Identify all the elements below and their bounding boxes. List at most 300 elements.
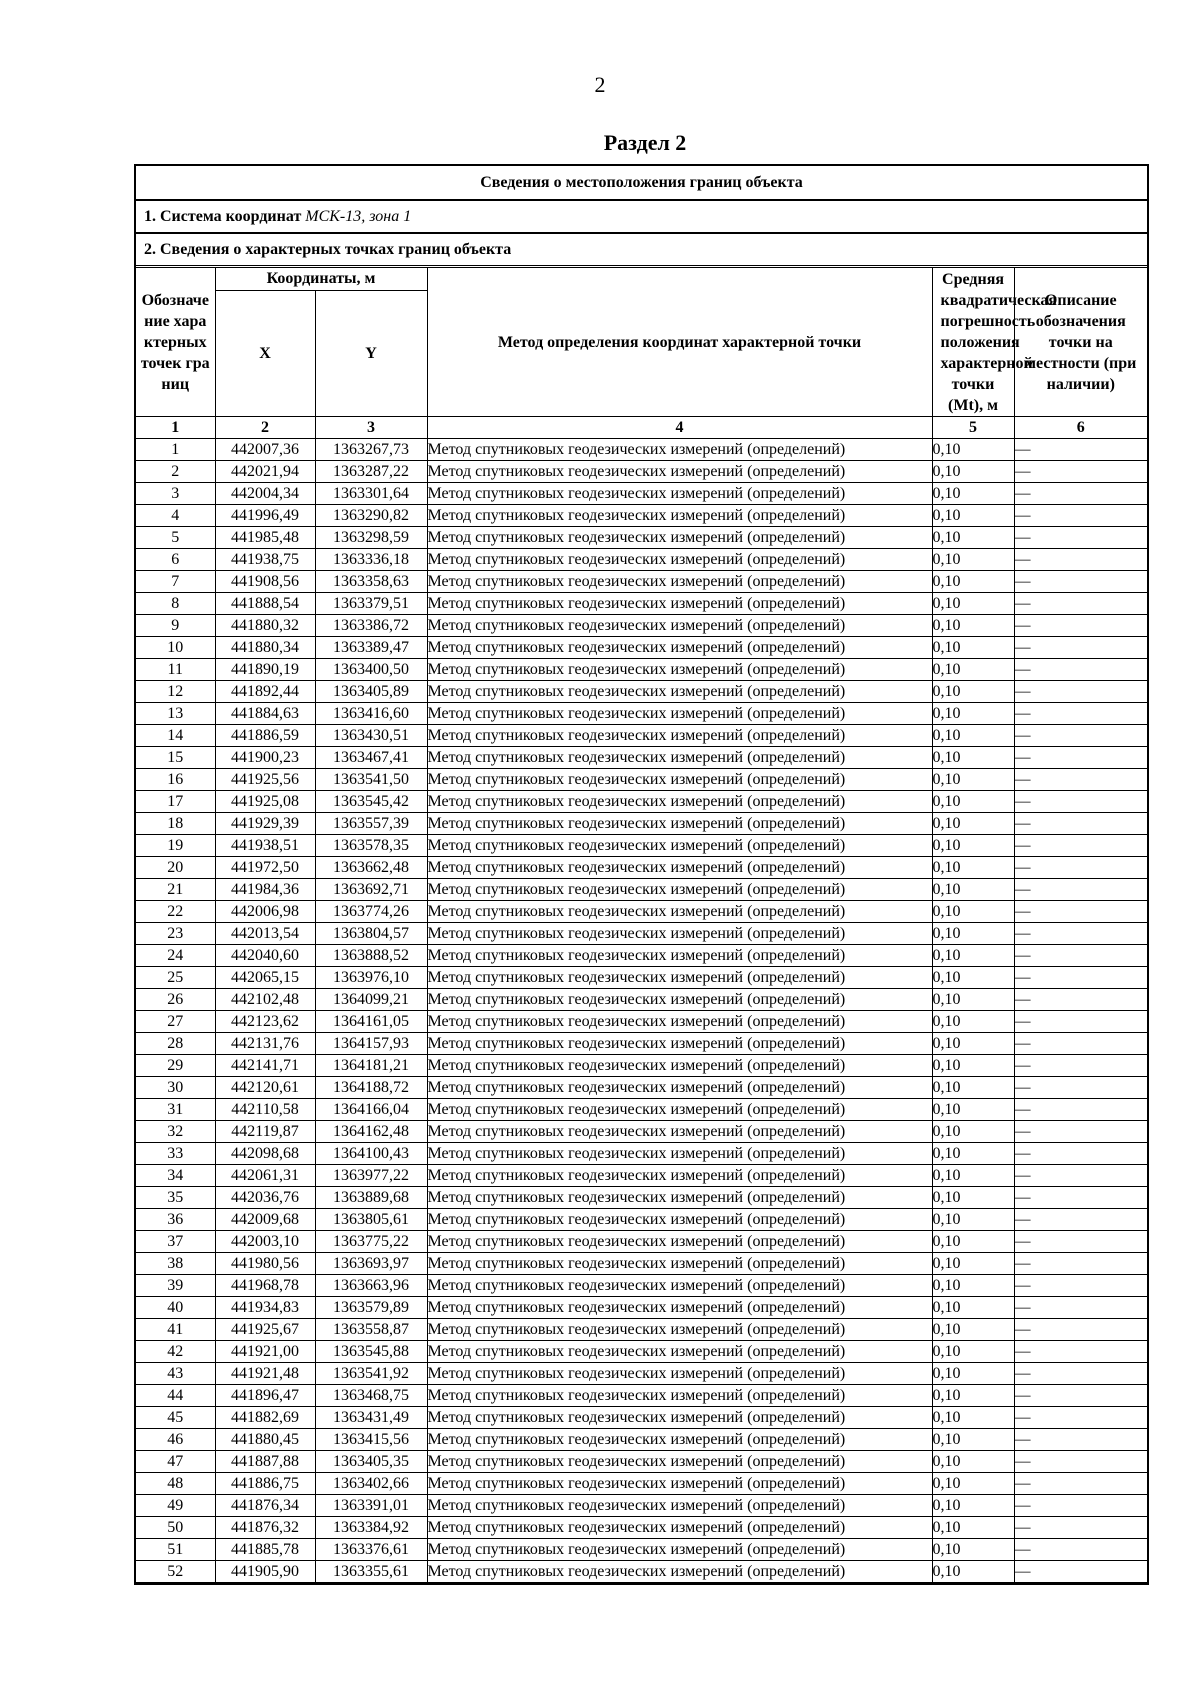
point-number-cell: 19 [136, 835, 215, 857]
error-cell: 0,10 [932, 1033, 1014, 1055]
y-coordinate-cell: 1364099,21 [315, 989, 427, 1011]
description-cell: — [1014, 1495, 1147, 1517]
y-coordinate-cell: 1363301,64 [315, 483, 427, 505]
table-row [136, 1429, 1147, 1451]
description-cell: — [1014, 549, 1147, 571]
column-number: 6 [1014, 417, 1147, 439]
y-coordinate-cell: 1364161,05 [315, 1011, 427, 1033]
description-cell: — [1014, 1077, 1147, 1099]
point-number-cell: 36 [136, 1209, 215, 1231]
point-number-cell: 29 [136, 1055, 215, 1077]
x-coordinate-cell: 441921,48 [215, 1363, 315, 1385]
header-description: Описание обозначения точки на местности (при наличии) [1014, 268, 1147, 417]
table-title: Сведения о местоположения границ объекта [136, 166, 1147, 201]
x-coordinate-cell: 441876,34 [215, 1495, 315, 1517]
error-cell: 0,10 [932, 1187, 1014, 1209]
x-coordinate-cell: 441968,78 [215, 1275, 315, 1297]
y-coordinate-cell: 1363545,42 [315, 791, 427, 813]
error-cell: 0,10 [932, 1143, 1014, 1165]
table-row [136, 769, 1147, 791]
error-cell: 0,10 [932, 549, 1014, 571]
y-coordinate-cell: 1363976,10 [315, 967, 427, 989]
point-number-cell: 50 [136, 1517, 215, 1539]
y-coordinate-cell: 1363775,22 [315, 1231, 427, 1253]
point-number-cell: 6 [136, 549, 215, 571]
error-cell: 0,10 [932, 1297, 1014, 1319]
method-cell: Метод спутниковых геодезических измерений (определений) [427, 1473, 932, 1495]
description-cell: — [1014, 1143, 1147, 1165]
table-row [136, 439, 1147, 461]
error-cell: 0,10 [932, 1341, 1014, 1363]
method-cell: Метод спутниковых геодезических измерений (определений) [427, 923, 932, 945]
method-cell: Метод спутниковых геодезических измерений (определений) [427, 439, 932, 461]
table-row [136, 681, 1147, 703]
x-coordinate-cell: 442040,60 [215, 945, 315, 967]
method-cell: Метод спутниковых геодезических измерений (определений) [427, 527, 932, 549]
y-coordinate-cell: 1363579,89 [315, 1297, 427, 1319]
method-cell: Метод спутниковых геодезических измерений (определений) [427, 747, 932, 769]
point-number-cell: 43 [136, 1363, 215, 1385]
description-cell: — [1014, 1033, 1147, 1055]
description-cell: — [1014, 681, 1147, 703]
point-number-cell: 3 [136, 483, 215, 505]
error-cell: 0,10 [932, 835, 1014, 857]
description-cell: — [1014, 813, 1147, 835]
table-row [136, 901, 1147, 923]
point-number-cell: 28 [136, 1033, 215, 1055]
y-coordinate-cell: 1363663,96 [315, 1275, 427, 1297]
description-cell: — [1014, 1363, 1147, 1385]
method-cell: Метод спутниковых геодезических измерений (определений) [427, 703, 932, 725]
y-coordinate-cell: 1363578,35 [315, 835, 427, 857]
method-cell: Метод спутниковых геодезических измерений (определений) [427, 1407, 932, 1429]
description-cell: — [1014, 593, 1147, 615]
table-row [136, 1055, 1147, 1077]
x-coordinate-cell: 442102,48 [215, 989, 315, 1011]
description-cell: — [1014, 1385, 1147, 1407]
error-cell: 0,10 [932, 681, 1014, 703]
table-row [136, 1165, 1147, 1187]
method-cell: Метод спутниковых геодезических измерений (определений) [427, 1539, 932, 1561]
point-number-cell: 23 [136, 923, 215, 945]
error-cell: 0,10 [932, 1275, 1014, 1297]
error-cell: 0,10 [932, 483, 1014, 505]
point-number-cell: 33 [136, 1143, 215, 1165]
method-cell: Метод спутниковых геодезических измерений (определений) [427, 1495, 932, 1517]
point-number-cell: 5 [136, 527, 215, 549]
y-coordinate-cell: 1363336,18 [315, 549, 427, 571]
x-coordinate-cell: 441892,44 [215, 681, 315, 703]
error-cell: 0,10 [932, 1253, 1014, 1275]
x-coordinate-cell: 442003,10 [215, 1231, 315, 1253]
table-row [136, 1253, 1147, 1275]
point-number-cell: 16 [136, 769, 215, 791]
description-cell: — [1014, 1407, 1147, 1429]
description-cell: — [1014, 659, 1147, 681]
point-number-cell: 22 [136, 901, 215, 923]
error-cell: 0,10 [932, 1451, 1014, 1473]
column-number: 4 [427, 417, 932, 439]
description-cell: — [1014, 1451, 1147, 1473]
y-coordinate-cell: 1363389,47 [315, 637, 427, 659]
description-cell: — [1014, 923, 1147, 945]
y-coordinate-cell: 1363541,92 [315, 1363, 427, 1385]
y-coordinate-cell: 1363557,39 [315, 813, 427, 835]
table-row [136, 1121, 1147, 1143]
table-row [136, 1495, 1147, 1517]
y-coordinate-cell: 1363774,26 [315, 901, 427, 923]
point-number-cell: 37 [136, 1231, 215, 1253]
description-cell: — [1014, 1099, 1147, 1121]
description-cell: — [1014, 615, 1147, 637]
error-cell: 0,10 [932, 1473, 1014, 1495]
point-number-cell: 2 [136, 461, 215, 483]
method-cell: Метод спутниковых геодезических измерений (определений) [427, 857, 932, 879]
description-cell: — [1014, 1539, 1147, 1561]
error-cell: 0,10 [932, 1539, 1014, 1561]
x-coordinate-cell: 441900,23 [215, 747, 315, 769]
y-coordinate-cell: 1363430,51 [315, 725, 427, 747]
point-number-cell: 34 [136, 1165, 215, 1187]
x-coordinate-cell: 441972,50 [215, 857, 315, 879]
table-row [136, 989, 1147, 1011]
method-cell: Метод спутниковых геодезических измерений (определений) [427, 1253, 932, 1275]
point-number-cell: 47 [136, 1451, 215, 1473]
error-cell: 0,10 [932, 1429, 1014, 1451]
table-row [136, 1517, 1147, 1539]
x-coordinate-cell: 442021,94 [215, 461, 315, 483]
x-coordinate-cell: 441888,54 [215, 593, 315, 615]
description-cell: — [1014, 1121, 1147, 1143]
error-cell: 0,10 [932, 901, 1014, 923]
column-numbers-row [136, 417, 1147, 439]
description-cell: — [1014, 1473, 1147, 1495]
y-coordinate-cell: 1363358,63 [315, 571, 427, 593]
points-table [136, 268, 1147, 1583]
method-cell: Метод спутниковых геодезических измерений (определений) [427, 637, 932, 659]
table-row [136, 1231, 1147, 1253]
y-coordinate-cell: 1364157,93 [315, 1033, 427, 1055]
point-number-cell: 52 [136, 1561, 215, 1583]
description-cell: — [1014, 1231, 1147, 1253]
y-coordinate-cell: 1363415,56 [315, 1429, 427, 1451]
x-coordinate-cell: 442006,98 [215, 901, 315, 923]
x-coordinate-cell: 441880,34 [215, 637, 315, 659]
table-row [136, 1319, 1147, 1341]
table-row [136, 1209, 1147, 1231]
table-row [136, 703, 1147, 725]
error-cell: 0,10 [932, 439, 1014, 461]
error-cell: 0,10 [932, 1165, 1014, 1187]
error-cell: 0,10 [932, 879, 1014, 901]
method-cell: Метод спутниковых геодезических измерений (определений) [427, 1077, 932, 1099]
x-coordinate-cell: 442004,34 [215, 483, 315, 505]
column-number: 1 [136, 417, 215, 439]
error-cell: 0,10 [932, 1077, 1014, 1099]
table-row [136, 593, 1147, 615]
error-cell: 0,10 [932, 967, 1014, 989]
description-cell: — [1014, 857, 1147, 879]
point-number-cell: 4 [136, 505, 215, 527]
point-number-cell: 25 [136, 967, 215, 989]
error-cell: 0,10 [932, 527, 1014, 549]
y-coordinate-cell: 1363416,60 [315, 703, 427, 725]
column-number: 2 [215, 417, 315, 439]
description-cell: — [1014, 505, 1147, 527]
description-cell: — [1014, 1253, 1147, 1275]
x-coordinate-cell: 441925,67 [215, 1319, 315, 1341]
x-coordinate-cell: 441886,75 [215, 1473, 315, 1495]
x-coordinate-cell: 441890,19 [215, 659, 315, 681]
description-cell: — [1014, 439, 1147, 461]
error-cell: 0,10 [932, 593, 1014, 615]
method-cell: Метод спутниковых геодезических измерений (определений) [427, 1099, 932, 1121]
method-cell: Метод спутниковых геодезических измерений (определений) [427, 571, 932, 593]
error-cell: 0,10 [932, 725, 1014, 747]
x-coordinate-cell: 442009,68 [215, 1209, 315, 1231]
error-cell: 0,10 [932, 461, 1014, 483]
header-x: X [215, 290, 315, 416]
description-cell: — [1014, 571, 1147, 593]
table-row [136, 1011, 1147, 1033]
description-cell: — [1014, 527, 1147, 549]
error-cell: 0,10 [932, 945, 1014, 967]
x-coordinate-cell: 441980,56 [215, 1253, 315, 1275]
x-coordinate-cell: 441887,88 [215, 1451, 315, 1473]
description-cell: — [1014, 1275, 1147, 1297]
error-cell: 0,10 [932, 505, 1014, 527]
y-coordinate-cell: 1364166,04 [315, 1099, 427, 1121]
point-number-cell: 9 [136, 615, 215, 637]
x-coordinate-cell: 441921,00 [215, 1341, 315, 1363]
method-cell: Метод спутниковых геодезических измерений (определений) [427, 549, 932, 571]
column-number: 3 [315, 417, 427, 439]
method-cell: Метод спутниковых геодезических измерений (определений) [427, 769, 932, 791]
x-coordinate-cell: 441886,59 [215, 725, 315, 747]
y-coordinate-cell: 1363402,66 [315, 1473, 427, 1495]
point-number-cell: 27 [136, 1011, 215, 1033]
method-cell: Метод спутниковых геодезических измерений (определений) [427, 725, 932, 747]
description-cell: — [1014, 1561, 1147, 1583]
description-cell: — [1014, 835, 1147, 857]
error-cell: 0,10 [932, 1319, 1014, 1341]
table-row [136, 483, 1147, 505]
y-coordinate-cell: 1363400,50 [315, 659, 427, 681]
table-row [136, 549, 1147, 571]
point-number-cell: 20 [136, 857, 215, 879]
point-number-cell: 7 [136, 571, 215, 593]
x-coordinate-cell: 441934,83 [215, 1297, 315, 1319]
method-cell: Метод спутниковых геодезических измерений (определений) [427, 659, 932, 681]
error-cell: 0,10 [932, 923, 1014, 945]
table-row [136, 505, 1147, 527]
point-number-cell: 49 [136, 1495, 215, 1517]
method-cell: Метод спутниковых геодезических измерений (определений) [427, 1385, 932, 1407]
table-row [136, 923, 1147, 945]
method-cell: Метод спутниковых геодезических измерений (определений) [427, 1275, 932, 1297]
point-number-cell: 11 [136, 659, 215, 681]
description-cell: — [1014, 791, 1147, 813]
table-row [136, 637, 1147, 659]
table-row [136, 967, 1147, 989]
x-coordinate-cell: 441929,39 [215, 813, 315, 835]
method-cell: Метод спутниковых геодезических измерений (определений) [427, 967, 932, 989]
error-cell: 0,10 [932, 747, 1014, 769]
description-cell: — [1014, 1319, 1147, 1341]
method-cell: Метод спутниковых геодезических измерений (определений) [427, 1561, 932, 1583]
point-number-cell: 24 [136, 945, 215, 967]
table-row [136, 945, 1147, 967]
error-cell: 0,10 [932, 1209, 1014, 1231]
table-row [136, 1187, 1147, 1209]
x-coordinate-cell: 441880,45 [215, 1429, 315, 1451]
description-cell: — [1014, 769, 1147, 791]
description-cell: — [1014, 637, 1147, 659]
point-number-cell: 8 [136, 593, 215, 615]
error-cell: 0,10 [932, 1385, 1014, 1407]
table-row [136, 835, 1147, 857]
x-coordinate-cell: 442098,68 [215, 1143, 315, 1165]
header-coordinates: Координаты, м [215, 268, 427, 290]
y-coordinate-cell: 1364100,43 [315, 1143, 427, 1165]
description-cell: — [1014, 967, 1147, 989]
y-coordinate-cell: 1363391,01 [315, 1495, 427, 1517]
description-cell: — [1014, 1187, 1147, 1209]
method-cell: Метод спутниковых геодезических измерений (определений) [427, 835, 932, 857]
table-row [136, 1539, 1147, 1561]
points-table-body [136, 439, 1147, 1583]
header-method: Метод определения координат характерной точки [427, 268, 932, 417]
error-cell: 0,10 [932, 1561, 1014, 1583]
x-coordinate-cell: 441984,36 [215, 879, 315, 901]
y-coordinate-cell: 1363977,22 [315, 1165, 427, 1187]
error-cell: 0,10 [932, 989, 1014, 1011]
table-row [136, 1143, 1147, 1165]
x-coordinate-cell: 441908,56 [215, 571, 315, 593]
error-cell: 0,10 [932, 615, 1014, 637]
method-cell: Метод спутниковых геодезических измерений (определений) [427, 1517, 932, 1539]
y-coordinate-cell: 1363662,48 [315, 857, 427, 879]
table-row [136, 1561, 1147, 1583]
y-coordinate-cell: 1363298,59 [315, 527, 427, 549]
point-number-cell: 39 [136, 1275, 215, 1297]
table-row [136, 1033, 1147, 1055]
method-cell: Метод спутниковых геодезических измерений (определений) [427, 505, 932, 527]
x-coordinate-cell: 441896,47 [215, 1385, 315, 1407]
x-coordinate-cell: 442065,15 [215, 967, 315, 989]
method-cell: Метод спутниковых геодезических измерений (определений) [427, 1165, 932, 1187]
point-number-cell: 30 [136, 1077, 215, 1099]
point-number-cell: 17 [136, 791, 215, 813]
y-coordinate-cell: 1363541,50 [315, 769, 427, 791]
x-coordinate-cell: 441882,69 [215, 1407, 315, 1429]
y-coordinate-cell: 1363355,61 [315, 1561, 427, 1583]
x-coordinate-cell: 441905,90 [215, 1561, 315, 1583]
y-coordinate-cell: 1363376,61 [315, 1539, 427, 1561]
table-row [136, 1077, 1147, 1099]
x-coordinate-cell: 441880,32 [215, 615, 315, 637]
method-cell: Метод спутниковых геодезических измерений (определений) [427, 461, 932, 483]
description-cell: — [1014, 1165, 1147, 1187]
table-row [136, 1473, 1147, 1495]
method-cell: Метод спутниковых геодезических измерений (определений) [427, 1055, 932, 1077]
x-coordinate-cell: 442141,71 [215, 1055, 315, 1077]
method-cell: Метод спутниковых геодезических измерений (определений) [427, 1187, 932, 1209]
error-cell: 0,10 [932, 571, 1014, 593]
y-coordinate-cell: 1363379,51 [315, 593, 427, 615]
x-coordinate-cell: 442013,54 [215, 923, 315, 945]
table-row [136, 1297, 1147, 1319]
error-cell: 0,10 [932, 791, 1014, 813]
y-coordinate-cell: 1363889,68 [315, 1187, 427, 1209]
error-cell: 0,10 [932, 1121, 1014, 1143]
y-coordinate-cell: 1364181,21 [315, 1055, 427, 1077]
point-number-cell: 31 [136, 1099, 215, 1121]
y-coordinate-cell: 1363805,61 [315, 1209, 427, 1231]
method-cell: Метод спутниковых геодезических измерений (определений) [427, 813, 932, 835]
description-cell: — [1014, 945, 1147, 967]
point-number-cell: 21 [136, 879, 215, 901]
x-coordinate-cell: 442120,61 [215, 1077, 315, 1099]
description-cell: — [1014, 1011, 1147, 1033]
method-cell: Метод спутниковых геодезических измерений (определений) [427, 1231, 932, 1253]
error-cell: 0,10 [932, 703, 1014, 725]
error-cell: 0,10 [932, 857, 1014, 879]
table-row [136, 813, 1147, 835]
table-row [136, 615, 1147, 637]
y-coordinate-cell: 1363290,82 [315, 505, 427, 527]
x-coordinate-cell: 441884,63 [215, 703, 315, 725]
points-section-title: 2. Сведения о характерных точках границ объекта [136, 234, 1147, 268]
method-cell: Метод спутниковых геодезических измерений (определений) [427, 483, 932, 505]
error-cell: 0,10 [932, 1407, 1014, 1429]
point-number-cell: 51 [136, 1539, 215, 1561]
table-row [136, 1363, 1147, 1385]
table-row [136, 857, 1147, 879]
method-cell: Метод спутниковых геодезических измерений (определений) [427, 989, 932, 1011]
y-coordinate-cell: 1363692,71 [315, 879, 427, 901]
x-coordinate-cell: 441938,51 [215, 835, 315, 857]
table-row [136, 461, 1147, 483]
method-cell: Метод спутниковых геодезических измерений (определений) [427, 1121, 932, 1143]
method-cell: Метод спутниковых геодезических измерений (определений) [427, 1011, 932, 1033]
table-row [136, 659, 1147, 681]
y-coordinate-cell: 1363405,35 [315, 1451, 427, 1473]
method-cell: Метод спутниковых геодезических измерений (определений) [427, 945, 932, 967]
coordinate-system-row [136, 201, 1147, 234]
point-number-cell: 44 [136, 1385, 215, 1407]
description-cell: — [1014, 879, 1147, 901]
y-coordinate-cell: 1363888,52 [315, 945, 427, 967]
header-error: Средняя квадратическая погрешность положения характерной точки (Mt), м [932, 268, 1014, 417]
method-cell: Метод спутниковых геодезических измерений (определений) [427, 1033, 932, 1055]
method-cell: Метод спутниковых геодезических измерений (определений) [427, 593, 932, 615]
error-cell: 0,10 [932, 1231, 1014, 1253]
x-coordinate-cell: 441885,78 [215, 1539, 315, 1561]
page-number: 2 [594, 72, 606, 97]
error-cell: 0,10 [932, 637, 1014, 659]
point-number-cell: 35 [136, 1187, 215, 1209]
error-cell: 0,10 [932, 1011, 1014, 1033]
method-cell: Метод спутниковых геодезических измерений (определений) [427, 681, 932, 703]
point-number-cell: 40 [136, 1297, 215, 1319]
column-number: 5 [932, 417, 1014, 439]
y-coordinate-cell: 1363267,73 [315, 439, 427, 461]
y-coordinate-cell: 1363468,75 [315, 1385, 427, 1407]
table-row [136, 527, 1147, 549]
point-number-cell: 38 [136, 1253, 215, 1275]
method-cell: Метод спутниковых геодезических измерений (определений) [427, 791, 932, 813]
